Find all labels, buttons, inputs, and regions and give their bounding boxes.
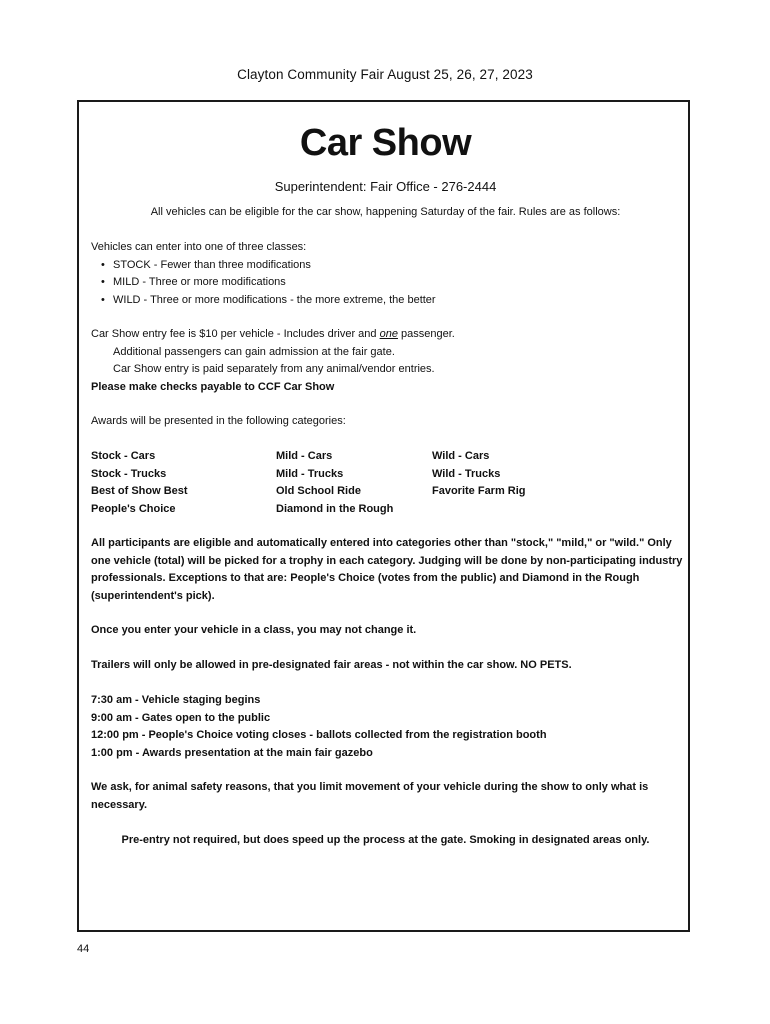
- classes-list: [91, 257, 680, 310]
- fees-section: [91, 326, 680, 396]
- awards-row: [91, 483, 680, 501]
- intro-text: All vehicles can be eligible for the car show, happening Saturday of the fair. Rules are as follows:: [150, 206, 621, 218]
- award-old-school-ride: Old School Ride: [276, 485, 361, 497]
- content-frame: [77, 100, 690, 932]
- award-mild-trucks: Mild - Trucks: [276, 467, 344, 480]
- award-best-of-show: Best of Show Best: [91, 485, 188, 497]
- entry-fee-text-end: passenger.: [397, 328, 455, 340]
- award-stock-cars: Stock - Cars: [91, 450, 156, 462]
- entry-fee-line: [91, 326, 680, 344]
- entry-fee-emphasis: one: [379, 328, 398, 340]
- awards-grid: [91, 448, 680, 518]
- award-wild-trucks: Wild - Trucks: [432, 467, 501, 480]
- schedule-item: 12:00 pm - People's Choice voting closes - ballots collected from the registration booth: [91, 729, 547, 741]
- awards-row: [91, 466, 680, 484]
- award-wild-cars: Wild - Cars: [432, 450, 490, 462]
- schedule-item: 1:00 pm - Awards presentation at the main fair gazebo: [91, 746, 373, 759]
- participants-paragraph: All participants are eligible and automatically entered into categories other than "stock," "mild," or "wild." Only one vehicle (total) will be picked for a trophy in each category. Judging will be done by non-participating industry professionals. Exceptions to that are: People's Choice (votes from the public) and Diamond in the Rough (superintendent's pick).: [91, 537, 683, 602]
- award-stock-trucks: Stock - Trucks: [91, 467, 167, 480]
- entry-fee-text: Car Show entry fee is $10 per vehicle - Includes driver and: [91, 328, 380, 340]
- award-favorite-farm-rig: Favorite Farm Rig: [432, 485, 526, 497]
- safety-paragraph: We ask, for animal safety reasons, that you limit movement of your vehicle during the show to only what is necessary.: [91, 781, 649, 811]
- no-class-change-note: Once you enter your vehicle in a class, you may not change it.: [91, 624, 417, 636]
- checks-payable-line: Please make checks payable to CCF Car Show: [91, 380, 335, 393]
- superintendent-line: Superintendent: Fair Office - 276-2444: [274, 179, 497, 194]
- pre-entry-note: Pre-entry not required, but does speed up the process at the gate. Smoking in designated areas only.: [121, 834, 650, 846]
- page-title: Car Show: [299, 122, 472, 164]
- page-header: Clayton Community Fair August 25, 26, 27, 2023: [237, 67, 533, 82]
- award-diamond-in-the-rough: Diamond in the Rough: [276, 502, 394, 515]
- classes-lead: Vehicles can enter into one of three classes:: [91, 241, 307, 253]
- schedule-item: 9:00 am - Gates open to the public: [91, 711, 271, 724]
- awards-row: [91, 501, 680, 519]
- award-mild-cars: Mild - Cars: [276, 450, 333, 462]
- awards-row: [91, 448, 680, 466]
- class-item-stock: • STOCK - Fewer than three modifications: [113, 257, 680, 275]
- award-peoples-choice: People's Choice: [91, 502, 176, 515]
- separate-payment-line: Car Show entry is paid separately from any animal/vendor entries.: [113, 363, 435, 375]
- page-number: 44: [77, 943, 90, 955]
- schedule-item: 7:30 am - Vehicle staging begins: [91, 694, 261, 706]
- class-item-wild: • WILD - Three or more modifications - the more extreme, the better: [113, 292, 680, 310]
- schedule-section: [91, 692, 680, 762]
- awards-lead: Awards will be presented in the following categories:: [91, 415, 346, 427]
- trailers-note: Trailers will only be allowed in pre-designated fair areas - not within the car show. NO PETS.: [91, 659, 572, 671]
- classes-section: [91, 239, 680, 309]
- class-item-mild: • MILD - Three or more modifications: [113, 274, 680, 292]
- additional-passengers-line: Additional passengers can gain admission at the fair gate.: [113, 345, 395, 358]
